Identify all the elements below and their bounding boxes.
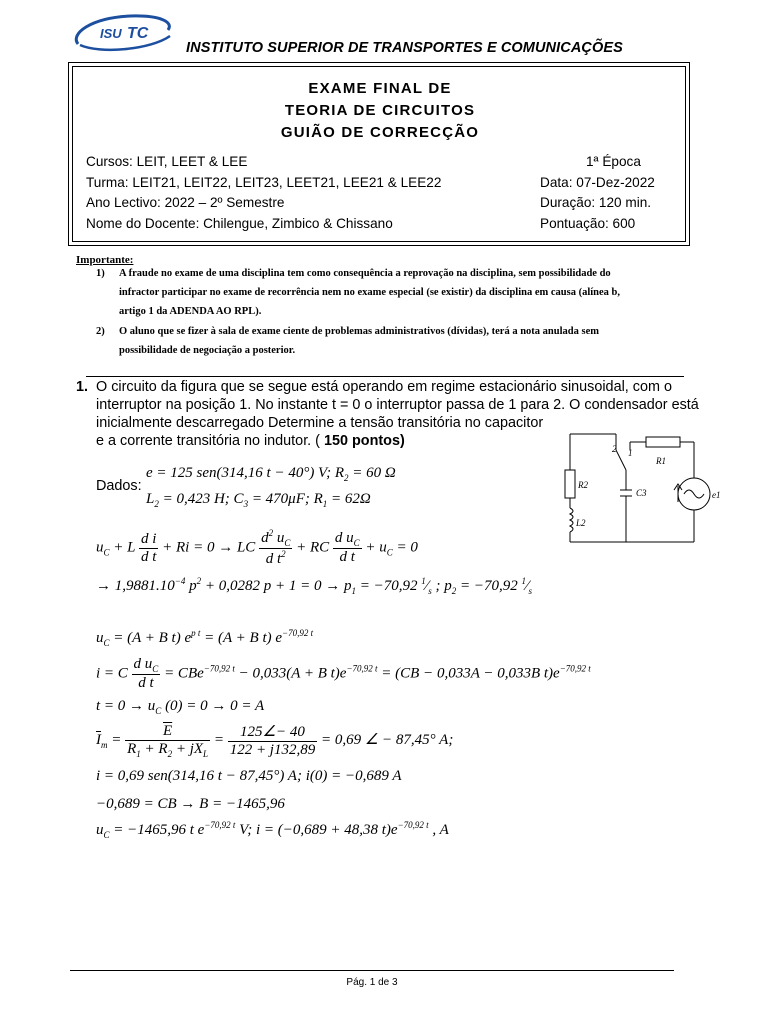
important-item1 [119,264,699,321]
resistor-r1 [646,437,680,447]
question-points: 150 pontos) [323,433,405,449]
eq-characteristic: → $1,9881.10^{-4}$ $p^2 + 0,0282$ $p + 1 = 0 \to p_1 = -70,92$ $^1⁄_s$ ; $p_2 = -70,92$ $^1⁄_s$ [96,576,533,596]
label-r2: R2 [578,480,588,490]
institution-name: INSTITUTO SUPERIOR DE TRANSPORTES E COMUNICAÇÕES [186,40,623,56]
eq-phasor: $\overline{I}_m$ = $\frac{\overline{E}}{R_1 + R_2 + jX_L}$ = $\frac{125\angle- 40}{122 + j132,89}$ = 0,69 ∠ − 87,45° A; [96,722,454,759]
label-pos1: 1 [628,448,633,458]
label-l2: L2 [576,518,586,528]
important-item2-num: 2) [96,326,105,337]
svg-text:TC: TC [127,25,149,42]
exam-title-line1: EXAME FINAL DE [308,80,452,97]
eq-dados-2: $L_2 = 0,423$ H; $C_3 = 470\mu F$; $R_1 = 62\Omega$ [146,491,371,509]
important-item1-line1: A fraude no exame de uma disciplina tem como consequência a reprovação na disciplina, sem possibilidade do [119,268,611,279]
important-label: Importante: [76,254,134,266]
important-item2-line2: possibilidade de negociação a posterior. [119,345,296,356]
eq-diff: $u_C + L$ $\frac{\text{d i}}{\text{d t}}$ + Ri = 0 → LC $\frac{d^2 u_C}{d t^2}$ + RC $\frac{d u_C}{\text{d t}}$ + $u_C = 0$ [96,528,418,567]
info-date: Data: 07-Dez-2022 [540,175,655,190]
exam-title-line2: TEORIA DE CIRCUITOS [284,102,476,119]
info-year: Ano Lectivo: 2022 – 2º Semestre [86,195,285,210]
question-line3: inicialmente descarregado Determine a tensão transitória no capacitor [96,415,544,431]
label-pos2: 2 [612,444,617,454]
info-epoch: 1ª Época [586,154,641,169]
info-score: Pontuação: 600 [540,216,636,231]
separator-line [86,376,684,377]
question-line1: O circuito da figura que se segue está operando em regime estacionário sinusoidal, com o [96,379,672,395]
question-line2: interruptor na posição 1. No instante t = 0 o interruptor passa de 1 para 2. O condensador está [96,397,699,413]
important-item1-line3: artigo 1 da ADENDA AO RPL). [119,306,262,317]
question-line4 [96,433,405,449]
important-item2-line1: O aluno que se fizer à sala de exame ciente de problemas administrativos (dívidas), terá a nota anulada sem [119,326,599,337]
circuit-diagram [556,428,742,552]
eq-uc: $u_C = (A + B$ t) $e^{p t} = (A + B$ t) $e^{-70,92 t}$ [96,628,314,648]
isutc-logo [70,14,174,54]
eq-current: i = C $\frac{d u_C}{\text{d t}}$ = CBe$^{-70,92 t}$ − 0,033(A + B $t)e^{-70,92 t} = (CB - 0,033A - 0,033B$ $t)e^{-70,92 t}$ [96,656,591,691]
exam-title-line3: GUIÃO DE CORRECÇÃO [280,124,480,141]
svg-text:ISU: ISU [100,26,122,41]
eq-dados-1: e = 125 sen(314,16 t − 40°) V; $R_2 = 60$ Ω [146,465,396,483]
eq-i-steady: i = 0,69 sen(314,16 t − 87,45°) A; i(0) = −0,689 A [96,768,402,784]
label-c3: C3 [636,488,647,498]
eq-B: −0,689 = CB → B = −1465,96 [96,796,285,812]
important-item1-num: 1) [96,268,105,279]
footer-line [70,970,674,971]
info-teacher: Nome do Docente: Chilengue, Zimbico & Chissano [86,216,393,231]
page-number: Pág. 1 de 3 [346,977,398,988]
eq-final: $u_C = -1465,96$ t $e^{-70,92 t}$ V; i = (−0,689 + 48,38 $t)e^{-70,92 t}$ , A [96,820,449,840]
switch-blade [616,450,626,470]
label-r1: R1 [656,456,666,466]
dados-label: Dados: [96,478,142,494]
question-number: 1. [76,379,89,395]
question-line4-text: e a corrente transitória no indutor. ( [96,433,320,449]
info-courses: Cursos: LEIT, LEET & LEE [86,154,248,169]
important-item2 [119,322,699,360]
info-class: Turma: LEIT21, LEIT22, LEIT23, LEET21, LEE21 & LEE22 [86,175,442,190]
eq-initial-uc: $t = 0 \to u_C$ (0) = 0 → 0 = A [96,698,265,716]
important-item1-line2: infractor participar no exame de recorrência nem no exame especial (se existir) da disciplina em causa (alínea b, [119,287,621,298]
label-e1: e1 [712,490,721,500]
info-duration: Duração: 120 min. [540,195,652,210]
